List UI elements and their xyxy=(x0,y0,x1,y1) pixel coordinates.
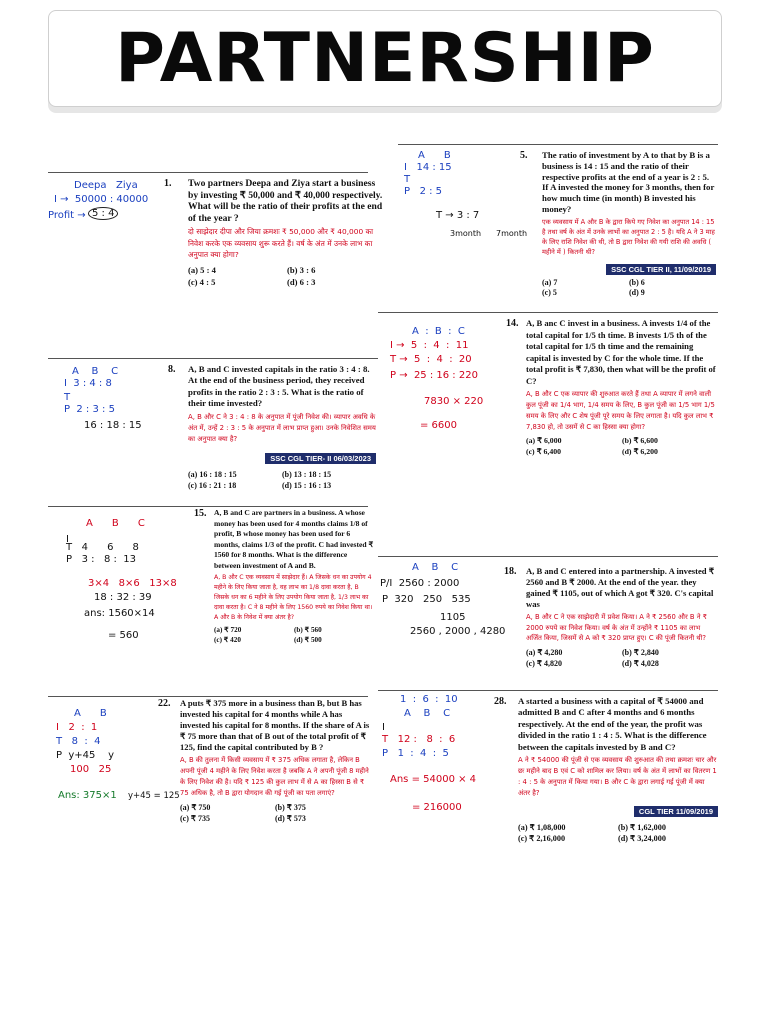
question-14 xyxy=(506,318,718,457)
option-b[interactable]: (b) ₹ 375 xyxy=(275,803,306,812)
question-number: 28. xyxy=(494,696,507,707)
question-number: 14. xyxy=(506,318,519,329)
option-b[interactable]: (b) 6 xyxy=(629,277,645,287)
work-profit: P 320 250 535 xyxy=(382,594,471,605)
options xyxy=(526,436,718,457)
question-number: 22. xyxy=(158,698,171,709)
separator xyxy=(48,172,368,173)
question-number: 5. xyxy=(520,150,528,161)
option-b[interactable]: (b) ₹ 560 xyxy=(294,626,322,634)
question-text: A, B and C are partners in a business. A whose money has been used for 4 months claims 1/8 of profit, B whose money has been used for 6 months, claims 1/3 of the profit. C had invested ₹ 1560 for 8 months. What is the difference between investment of A and B. xyxy=(214,508,374,570)
work-result: 2560 , 2000 , 4280 xyxy=(410,626,506,637)
exam-tag: SSC CGL TIER- II 06/03/2023 xyxy=(265,453,376,464)
work-mid: 3×4 8×6 13×8 xyxy=(88,578,177,589)
option-b[interactable]: (b) 13 : 18 : 15 xyxy=(282,469,332,479)
options xyxy=(542,278,716,298)
separator xyxy=(48,506,368,507)
option-b[interactable]: (b) ₹ 1,62,000 xyxy=(618,823,666,833)
option-d[interactable]: (d) ₹ 3,24,000 xyxy=(618,834,666,844)
work-header: A B C xyxy=(72,366,119,377)
option-c[interactable]: (c) ₹ 4,820 xyxy=(526,658,562,668)
option-c[interactable]: (c) ₹ 420 xyxy=(214,635,241,644)
options xyxy=(188,469,376,491)
page-title: PARTNERSHIP xyxy=(115,19,655,98)
question-number: 18. xyxy=(504,566,517,577)
work-time: T xyxy=(64,392,71,403)
question-text: A, B anc C invest in a business. A invests 1/4 of the total capital for 1/5 th time. B invests 1/5 th of the total capital for 1/5 th time and the remaining capital is invested by C for the whole time. If the total profit is ₹ 7,830, then what will be the profit of C? xyxy=(526,318,716,386)
option-c[interactable]: (c) ₹ 6,400 xyxy=(526,446,562,456)
work-header: A B xyxy=(418,150,451,161)
work-time: T 8 : 4 xyxy=(56,736,101,747)
work-profit: P → 25 : 16 : 220 xyxy=(390,370,478,381)
question-text: A, B and C invested capitals in the ratio 3 : 4 : 8. At the end of the business period, they received profits in the ratio 2 : 3 : 5. What is the ratio of their time invested? xyxy=(188,364,370,409)
work-side: y+45 = 125 xyxy=(128,791,180,801)
work-profit: P y+45 y xyxy=(56,750,115,761)
work-note: 7month xyxy=(496,229,528,238)
question-number: 15. xyxy=(194,508,207,519)
option-d[interactable]: (d) ₹ 6,200 xyxy=(622,446,658,456)
work-profit: P 1 : 4 : 5 xyxy=(382,748,449,759)
separator xyxy=(378,312,718,313)
option-d[interactable]: (d) 9 xyxy=(629,287,645,297)
work-result: = 560 xyxy=(108,630,139,641)
work-answer: ans: 1560×14 xyxy=(84,608,155,619)
option-a[interactable]: (a) ₹ 1,08,000 xyxy=(518,823,566,833)
options xyxy=(518,822,718,844)
question-text: The ratio of investment by A to that by B is a business is 14 : 15 and the ratio of their respective profits at the end of a year is 2 : 5. If A invested the money for 3 months, then for how much time (in month) B invested his money? xyxy=(542,150,715,214)
options xyxy=(214,626,374,645)
work-mid: 1105 xyxy=(440,612,466,623)
work-time: T 12 : 8 : 6 xyxy=(382,734,456,745)
question-hindi: A, B और C एक व्यापार की शुरुआत करते हैं तथा A व्यापार में लगने वाली कुल पूंजी का 1/4 भाग, 1/4 समय के लिए, B कुल पूंजी का 1/5 भाग 1/5 समय के लिए और C शेष पूंजी पूरे समय के लिए लगाता है। यदि कुल लाभ ₹ 7,830 हो, तो उसमें से C का हिस्सा क्या होगा? xyxy=(526,390,715,431)
work-time: T 4 6 8 xyxy=(66,542,139,553)
separator xyxy=(378,690,718,691)
option-d[interactable]: (d) 15 : 16 : 13 xyxy=(282,480,332,490)
work-investment: I xyxy=(382,722,385,733)
work-calc: 7830 × 220 xyxy=(424,396,484,407)
options xyxy=(180,802,370,824)
question-number: 1. xyxy=(164,178,172,189)
work-time: T → 5 : 4 : 20 xyxy=(390,354,472,365)
work-result: = 216000 xyxy=(412,802,462,813)
work-investment: I xyxy=(66,534,69,545)
question-15 xyxy=(194,508,374,645)
work-header: A B C xyxy=(86,518,145,529)
work-profit: P 3 : 8 : 13 xyxy=(66,554,137,565)
question-number: 8. xyxy=(168,364,176,375)
title-banner xyxy=(48,10,722,107)
work-investment: I 3 : 4 : 8 xyxy=(64,378,112,389)
option-a[interactable]: (a) ₹ 4,280 xyxy=(526,647,563,657)
separator xyxy=(398,144,718,145)
work-note: 3month xyxy=(450,229,482,238)
work-answer: = 6600 xyxy=(420,420,458,431)
question-22 xyxy=(158,698,370,824)
question-1 xyxy=(160,178,386,288)
question-5 xyxy=(520,150,716,298)
question-8 xyxy=(168,364,376,491)
work-profit-label: Profit → xyxy=(48,210,86,221)
exam-tag: SSC CGL TIER II, 11/09/2019 xyxy=(606,264,716,275)
work-profit-ratio: 5 : 4 xyxy=(88,208,118,220)
options xyxy=(188,264,386,288)
question-hindi: A, B की तुलना में किसी व्यवसाय में ₹ 375 अधिक लगाता है, लेकिन B अपनी पूंजी 4 महीने के लिए निवेश करता है जबकि A ने अपनी पूंजी 8 महीने के लिए निवेश की है। यदि ₹ 125 की कुल लाभ में से A का हिस्सा B से ₹ 75 अधिक है, तो B द्वारा योगदान की गई पूंजी का पता लगाएं? xyxy=(180,756,369,797)
option-a[interactable]: (a) 5 : 4 xyxy=(188,264,216,275)
question-18 xyxy=(504,566,718,669)
question-text: Two partners Deepa and Ziya start a business by investing ₹ 50,000 and ₹ 40,000 respectively. What will be the ratio of their profits at the end of the year ? xyxy=(188,178,383,224)
option-d[interactable]: (d) ₹ 500 xyxy=(294,635,322,644)
work-time-ratio: T → 3 : 7 xyxy=(436,210,480,221)
work-profit: P 2 : 5 xyxy=(404,186,443,197)
work-profit: P 2 : 3 : 5 xyxy=(64,404,115,415)
option-c[interactable]: (c) ₹ 735 xyxy=(180,814,210,823)
question-text: A started a business with a capital of ₹ 54000 and admitted B and C after 4 months and 6 months respectively. At the end of the year, the profit was divided in the ratio 1 : 4 : 5. What is the difference between the capitals invested by B and C? xyxy=(518,696,707,752)
option-a[interactable]: (a) ₹ 6,000 xyxy=(526,436,562,445)
work-header: A B xyxy=(74,708,107,719)
question-hindi: दो साझेदार दीपा और जिया क्रमशः ₹ 50,000 और ₹ 40,000 का निवेश करके एक व्यवसाय शुरू करते हैं। वर्ष के अंत में उनके लाभ का अनुपात क्या होगा? xyxy=(188,227,374,260)
option-b[interactable]: (b) ₹ 6,600 xyxy=(622,436,658,445)
question-text: A, B and C entered into a partnership. A invested ₹ 2560 and B ₹ 2000. At the end of the year. they gained ₹ 1105, out of which A got ₹ 320. C's capital was xyxy=(526,566,715,609)
work-answer: 16 : 18 : 15 xyxy=(84,420,142,431)
option-c[interactable]: (c) ₹ 2,16,000 xyxy=(518,834,566,844)
option-d[interactable]: (d) ₹ 573 xyxy=(275,814,306,823)
work-investment: I → 5 : 4 : 11 xyxy=(390,340,469,351)
question-28 xyxy=(494,696,718,844)
options xyxy=(526,647,718,669)
exam-tag: CGL TIER 11/09/2019 xyxy=(634,806,718,817)
question-hindi: A, B और C ने 3 : 4 : 8 के अनुपात में पूंजी निवेश की। व्यापार अवधि के अंत में, उन्हें 2 : 3 : 5 के अनुपात में लाभ प्राप्त हुआ। उनके निवेशित समय का अनुपात क्या है? xyxy=(188,412,376,443)
work-fraction: 100 25 xyxy=(70,764,112,775)
work-investment: I → 50000 : 40000 xyxy=(54,194,149,205)
option-a[interactable]: (a) ₹ 750 xyxy=(180,803,211,812)
work-answer: Ans: 375×1 xyxy=(58,790,117,801)
work-investment: P/I 2560 : 2000 xyxy=(380,578,460,589)
work-header: A : B : C xyxy=(412,326,465,337)
option-a[interactable]: (a) 7 xyxy=(542,277,558,287)
question-hindi: एक व्यवसाय में A और B के द्वारा किये गए निवेश का अनुपात 14 : 15 है तथा वर्ष के अंत में उनके लाभों का अनुपात 2 : 5 है। यदि A ने 3 माह के लिए राशि निवेश की थी, तो B द्वारा निवेश की गयी राशि की अवधि ( महीने में ) कितनी थी? xyxy=(542,217,715,256)
work-time: T xyxy=(404,174,411,185)
work-investment: I 14 : 15 xyxy=(404,162,452,173)
separator xyxy=(48,696,368,697)
option-a[interactable]: (a) 16 : 18 : 15 xyxy=(188,469,237,479)
separator xyxy=(48,358,378,359)
option-b[interactable]: (b) 3 : 6 xyxy=(287,264,316,275)
work-header: A B C xyxy=(404,708,451,719)
work-names: Deepa Ziya xyxy=(74,180,138,191)
option-c[interactable]: (c) 16 : 21 : 18 xyxy=(188,480,237,490)
option-a[interactable]: (a) ₹ 720 xyxy=(214,626,242,634)
option-b[interactable]: (b) ₹ 2,840 xyxy=(622,647,659,657)
work-header: A B C xyxy=(412,562,459,573)
work-ratio: 18 : 32 : 39 xyxy=(94,592,152,603)
option-c[interactable]: (c) 5 xyxy=(542,287,557,297)
separator xyxy=(378,556,718,557)
question-hindi: A, B और C ने एक साझेदारी में प्रवेश किया। A ने ₹ 2560 और B ने ₹ 2000 रुपये का निवेश किया। वर्ष के अंत में उन्होंने ₹ 1105 का लाभ अर्जित किया, जिसमें से A को ₹ 320 प्राप्त हुए। C की पूंजी कितनी थी? xyxy=(526,613,707,642)
question-text: A puts ₹ 375 more in a business than B, but B has invested his capital for 4 months while A has invested his capital for 8 months. If the share of A is ₹ 75 more than that of B out of the total profit of ₹ 125, find the capital contributed by B ? xyxy=(180,698,370,752)
option-c[interactable]: (c) 4 : 5 xyxy=(188,276,216,287)
work-answer: Ans = 54000 × 4 xyxy=(390,774,477,785)
option-d[interactable]: (d) 6 : 3 xyxy=(287,276,316,287)
work-top: 1 : 6 : 10 xyxy=(400,694,458,705)
question-hindi: A, B और C एक व्यवसाय में साझेदार हैं। A जिसके धन का उपयोग 4 महीने के लिए किया जाता है, वह लाभ का 1/8 दावा करता है, B जिसके धन का 6 महीने के लिए उपयोग किया जाता है, 1/3 लाभ का दावा करता है। C ने 8 महीने के लिए 1560 रुपये का निवेश किया था। A और B के निवेश में क्या अंतर है? xyxy=(214,574,373,621)
work-investment: I 2 : 1 xyxy=(56,722,98,733)
question-hindi: A ने ₹ 54000 की पूंजी से एक व्यवसाय की शुरुआत की तथा क्रमशः चार और छः महीने बाद B एवं C को शामिल कर लिया। वर्ष के अंत में लाभों का वितरण 1 : 4 : 5 के अनुपात में किया गया। B और C के द्वारा लगाई गई पूंजी में क्या अंतर है? xyxy=(518,756,717,798)
option-d[interactable]: (d) ₹ 4,028 xyxy=(622,658,659,668)
